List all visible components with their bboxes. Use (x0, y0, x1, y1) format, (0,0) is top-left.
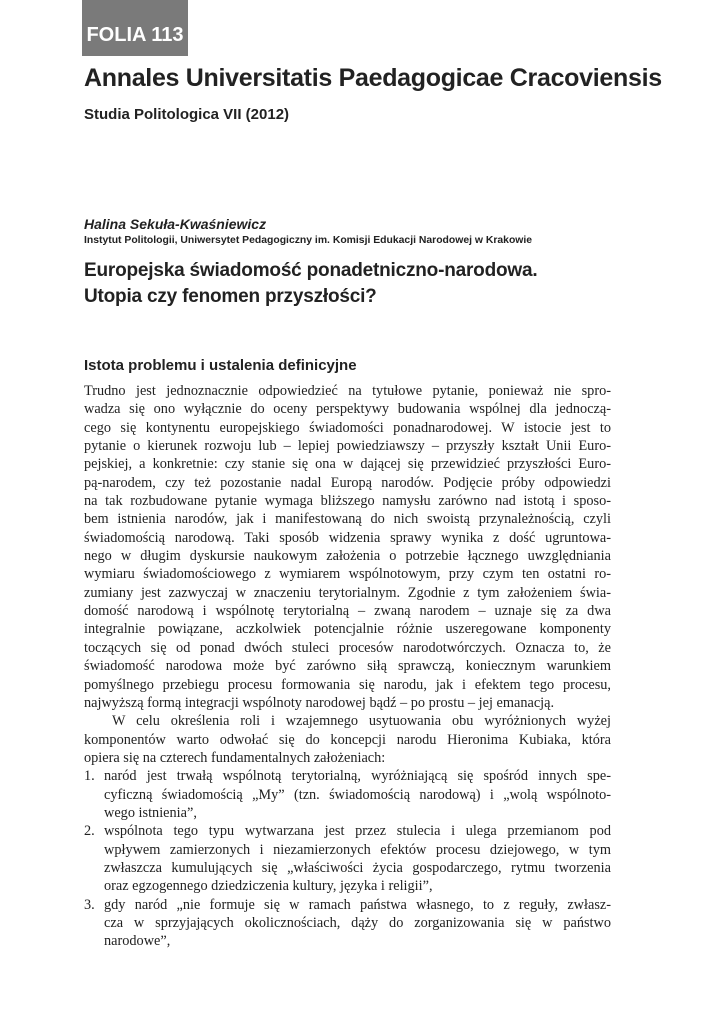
paragraph-1 (84, 382, 611, 712)
list-line: naród jest trwałą wspólnotą terytorialną, wyróżniającą się spośród innych spe- (104, 768, 611, 785)
list-item (84, 767, 611, 822)
list-line: gdy naród „nie formuje się w ramach państwa własnego, to z reguły, zwłasz- (104, 896, 611, 913)
journal-title: Annales Universitatis Paedagogicae Cracoviensis (84, 64, 662, 92)
author-name: Halina Sekuła-Kwaśniewicz (84, 216, 267, 232)
paragraph-line: nego w długim dyskursie naukowym założenia o potrzebie łącznego uwzględniania (84, 548, 611, 565)
paragraph-line: na tak rozbudowane pytanie wymaga bliższego namysłu zarówno nad istotą i sposo- (84, 493, 611, 510)
paragraph-line: wymiaru świadomościowego z wymiarem wspólnotowym, przy czym ten ostatni ro- (84, 566, 611, 583)
list-number: 1. (84, 768, 95, 785)
article-title-line-1: Europejska świadomość ponadetniczno-narodowa. (84, 260, 538, 281)
paragraph-2 (84, 712, 611, 767)
list-number: 2. (84, 823, 95, 840)
folia-label: FOLIA 113 (86, 23, 184, 46)
list-line: zwłaszcza kumulujących się „właściwości życia gospodarczego, rytmu tworzenia (104, 859, 611, 876)
paragraph-line: pą-narodem, czy też pozostanie nadal Europą narodów. Podjęcie próby odpowiedzi (84, 474, 611, 491)
list-line: wspólnota tego typu wytwarzana jest przez stulecia i ulega przemianom pod (104, 823, 611, 840)
article-title (84, 258, 537, 310)
paragraph-line: pejskiej, a konkretnie: czy stanie się ona w dającej się przewidzieć przyszłości Euro- (84, 456, 611, 473)
list-line: cza w sprzyjających okolicznościach, dąży do zorganizowania się w państwo (104, 914, 611, 931)
numbered-list (84, 767, 611, 950)
list-number: 3. (84, 896, 95, 913)
list-line: narodowe”, (104, 933, 171, 950)
paragraph-line: domość narodową i wspólnotę terytorialną – zwaną narodem – uznaje się za dwa (84, 603, 611, 620)
paragraph-line: zumiany jest zazwyczaj w znaczeniu terytorialnym. Zgodnie z tym założeniem świa- (84, 584, 611, 601)
list-item (84, 822, 611, 895)
series-title: Studia Politologica VII (2012) (84, 106, 290, 123)
folia-badge (82, 0, 188, 56)
paragraph-line: wadza się ono wyłącznie do oceny perspektywy budowania wspólnej dla jednoczą- (84, 401, 611, 418)
list-line: wego istnienia”, (104, 804, 197, 821)
paragraph-line: Trudno jest jednoznacznie odpowiedzieć na tytułowe pytanie, ponieważ nie spro- (84, 383, 611, 399)
section-heading: Istota problemu i ustalenia definicyjne (84, 357, 357, 374)
paragraph-line: świadomością narodową. Taki sposób widzenia sprawy wynika z dość ugruntowa- (84, 529, 611, 546)
list-line: wpływem zamierzonych i niezamierzonych efektów procesu dziejowego, w tym (104, 841, 611, 858)
paragraph-line: świadomość narodowa może być zarówno siłą sprawczą, koniecznym warunkiem (84, 658, 611, 675)
paragraph-line: cego się kontynentu europejskiego świadomości ponadnarodowej. W istocie jest to (84, 419, 611, 436)
paragraph-line: najwyższą formą integracji wspólnoty narodowej bądź – po prostu – jej emanacją. (84, 694, 555, 711)
paragraph-line: komponentów warto odwołać się do koncepcji narodu Hieronima Kubiaka, która (84, 731, 611, 748)
paragraph-line: W celu określenia roli i wzajemnego usytuowania obu wyróżnionych wyżej (112, 713, 611, 730)
list-item (84, 896, 611, 951)
list-line: cyficzną świadomością „My” (tzn. świadomością narodową) i „wolą wspólnoto- (104, 786, 611, 803)
article-title-line-2: Utopia czy fenomen przyszłości? (84, 286, 377, 307)
paragraph-line: pomyślnego przebiegu procesu formowania się narodu, jak i efektem tego procesu, (84, 676, 611, 693)
paragraph-line: toczących się od ponad dwóch stuleci procesów narodotwórczych. Oznacza to, że (84, 639, 611, 656)
paragraph-line: pytanie o kierunek rozwoju lub – lepiej powiedziawszy – przyszły kształt Unii Euro- (84, 438, 611, 455)
paragraph-line: integralnie powiązane, aczkolwiek potencjalnie różnie uszeregowane komponenty (84, 621, 611, 638)
list-line: oraz egzogennego dziedziczenia kultury, języka i religii”, (104, 878, 433, 895)
paragraph-line: opiera się na czterech fundamentalnych założeniach: (84, 749, 386, 766)
article-body (84, 382, 611, 951)
paragraph-line: bem istnienia narodów, jak i manifestowaną do nich swoistą przynależnością, czyli (84, 511, 611, 528)
author-affiliation: Instytut Politologii, Uniwersytet Pedagogiczny im. Komisji Edukacji Narodowej w Krakowie (84, 235, 533, 246)
